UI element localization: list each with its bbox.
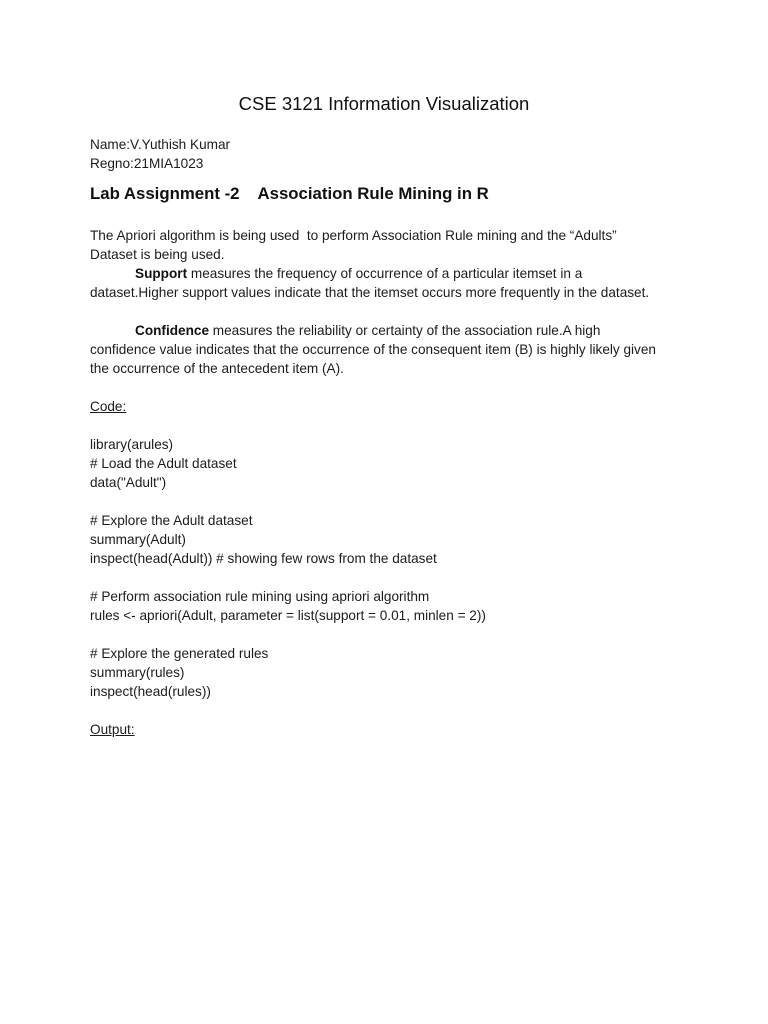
document-body (90, 135, 690, 739)
intro-line: The Apriori algorithm is being used to perform Association Rule mining and the “Adults” (90, 228, 617, 243)
confidence-term: Confidence (135, 323, 210, 338)
code-line: rules <- apriori(Adult, parameter = list(support = 0.01, minlen = 2)) (90, 608, 486, 623)
code-line: # Explore the generated rules (90, 646, 269, 661)
confidence-line: confidence value indicates that the occurrence of the consequent item (B) is highly likely given (90, 342, 656, 357)
code-line: # Explore the Adult dataset (90, 513, 253, 528)
confidence-text: measures the reliability or certainty of the association rule.A high (209, 323, 601, 338)
support-paragraph (90, 264, 690, 302)
intro-line: Dataset is being used. (90, 247, 225, 262)
document-title: CSE 3121 Information Visualization (238, 93, 530, 114)
code-line: summary(Adult) (90, 532, 186, 547)
confidence-line (90, 321, 690, 340)
code-line: data("Adult") (90, 475, 167, 490)
student-regno: Regno:21MIA1023 (90, 156, 204, 171)
output-label: Output: (90, 722, 135, 737)
code-line: library(arules) (90, 437, 174, 452)
code-line: inspect(head(Adult)) # showing few rows from the dataset (90, 551, 437, 566)
confidence-paragraph (90, 321, 690, 378)
confidence-line: the occurrence of the antecedent item (A). (90, 361, 344, 376)
code-line: summary(rules) (90, 665, 185, 680)
code-line: # Load the Adult dataset (90, 456, 237, 471)
code-block (90, 644, 690, 701)
code-line: inspect(head(rules)) (90, 684, 211, 699)
code-block (90, 435, 690, 492)
intro-paragraph (90, 226, 690, 264)
code-line: # Perform association rule mining using apriori algorithm (90, 589, 430, 604)
support-line: dataset.Higher support values indicate that the itemset occurs more frequently in the dataset. (90, 285, 650, 300)
support-line (90, 264, 690, 283)
code-label: Code: (90, 399, 127, 414)
lab-heading: Lab Assignment -2 Association Rule Mining in R (90, 184, 489, 203)
student-name: Name:V.Yuthish Kumar (90, 137, 231, 152)
code-block (90, 511, 690, 568)
support-text: measures the frequency of occurrence of a particular itemset in a (187, 266, 583, 281)
code-block (90, 587, 690, 625)
support-term: Support (135, 266, 188, 281)
